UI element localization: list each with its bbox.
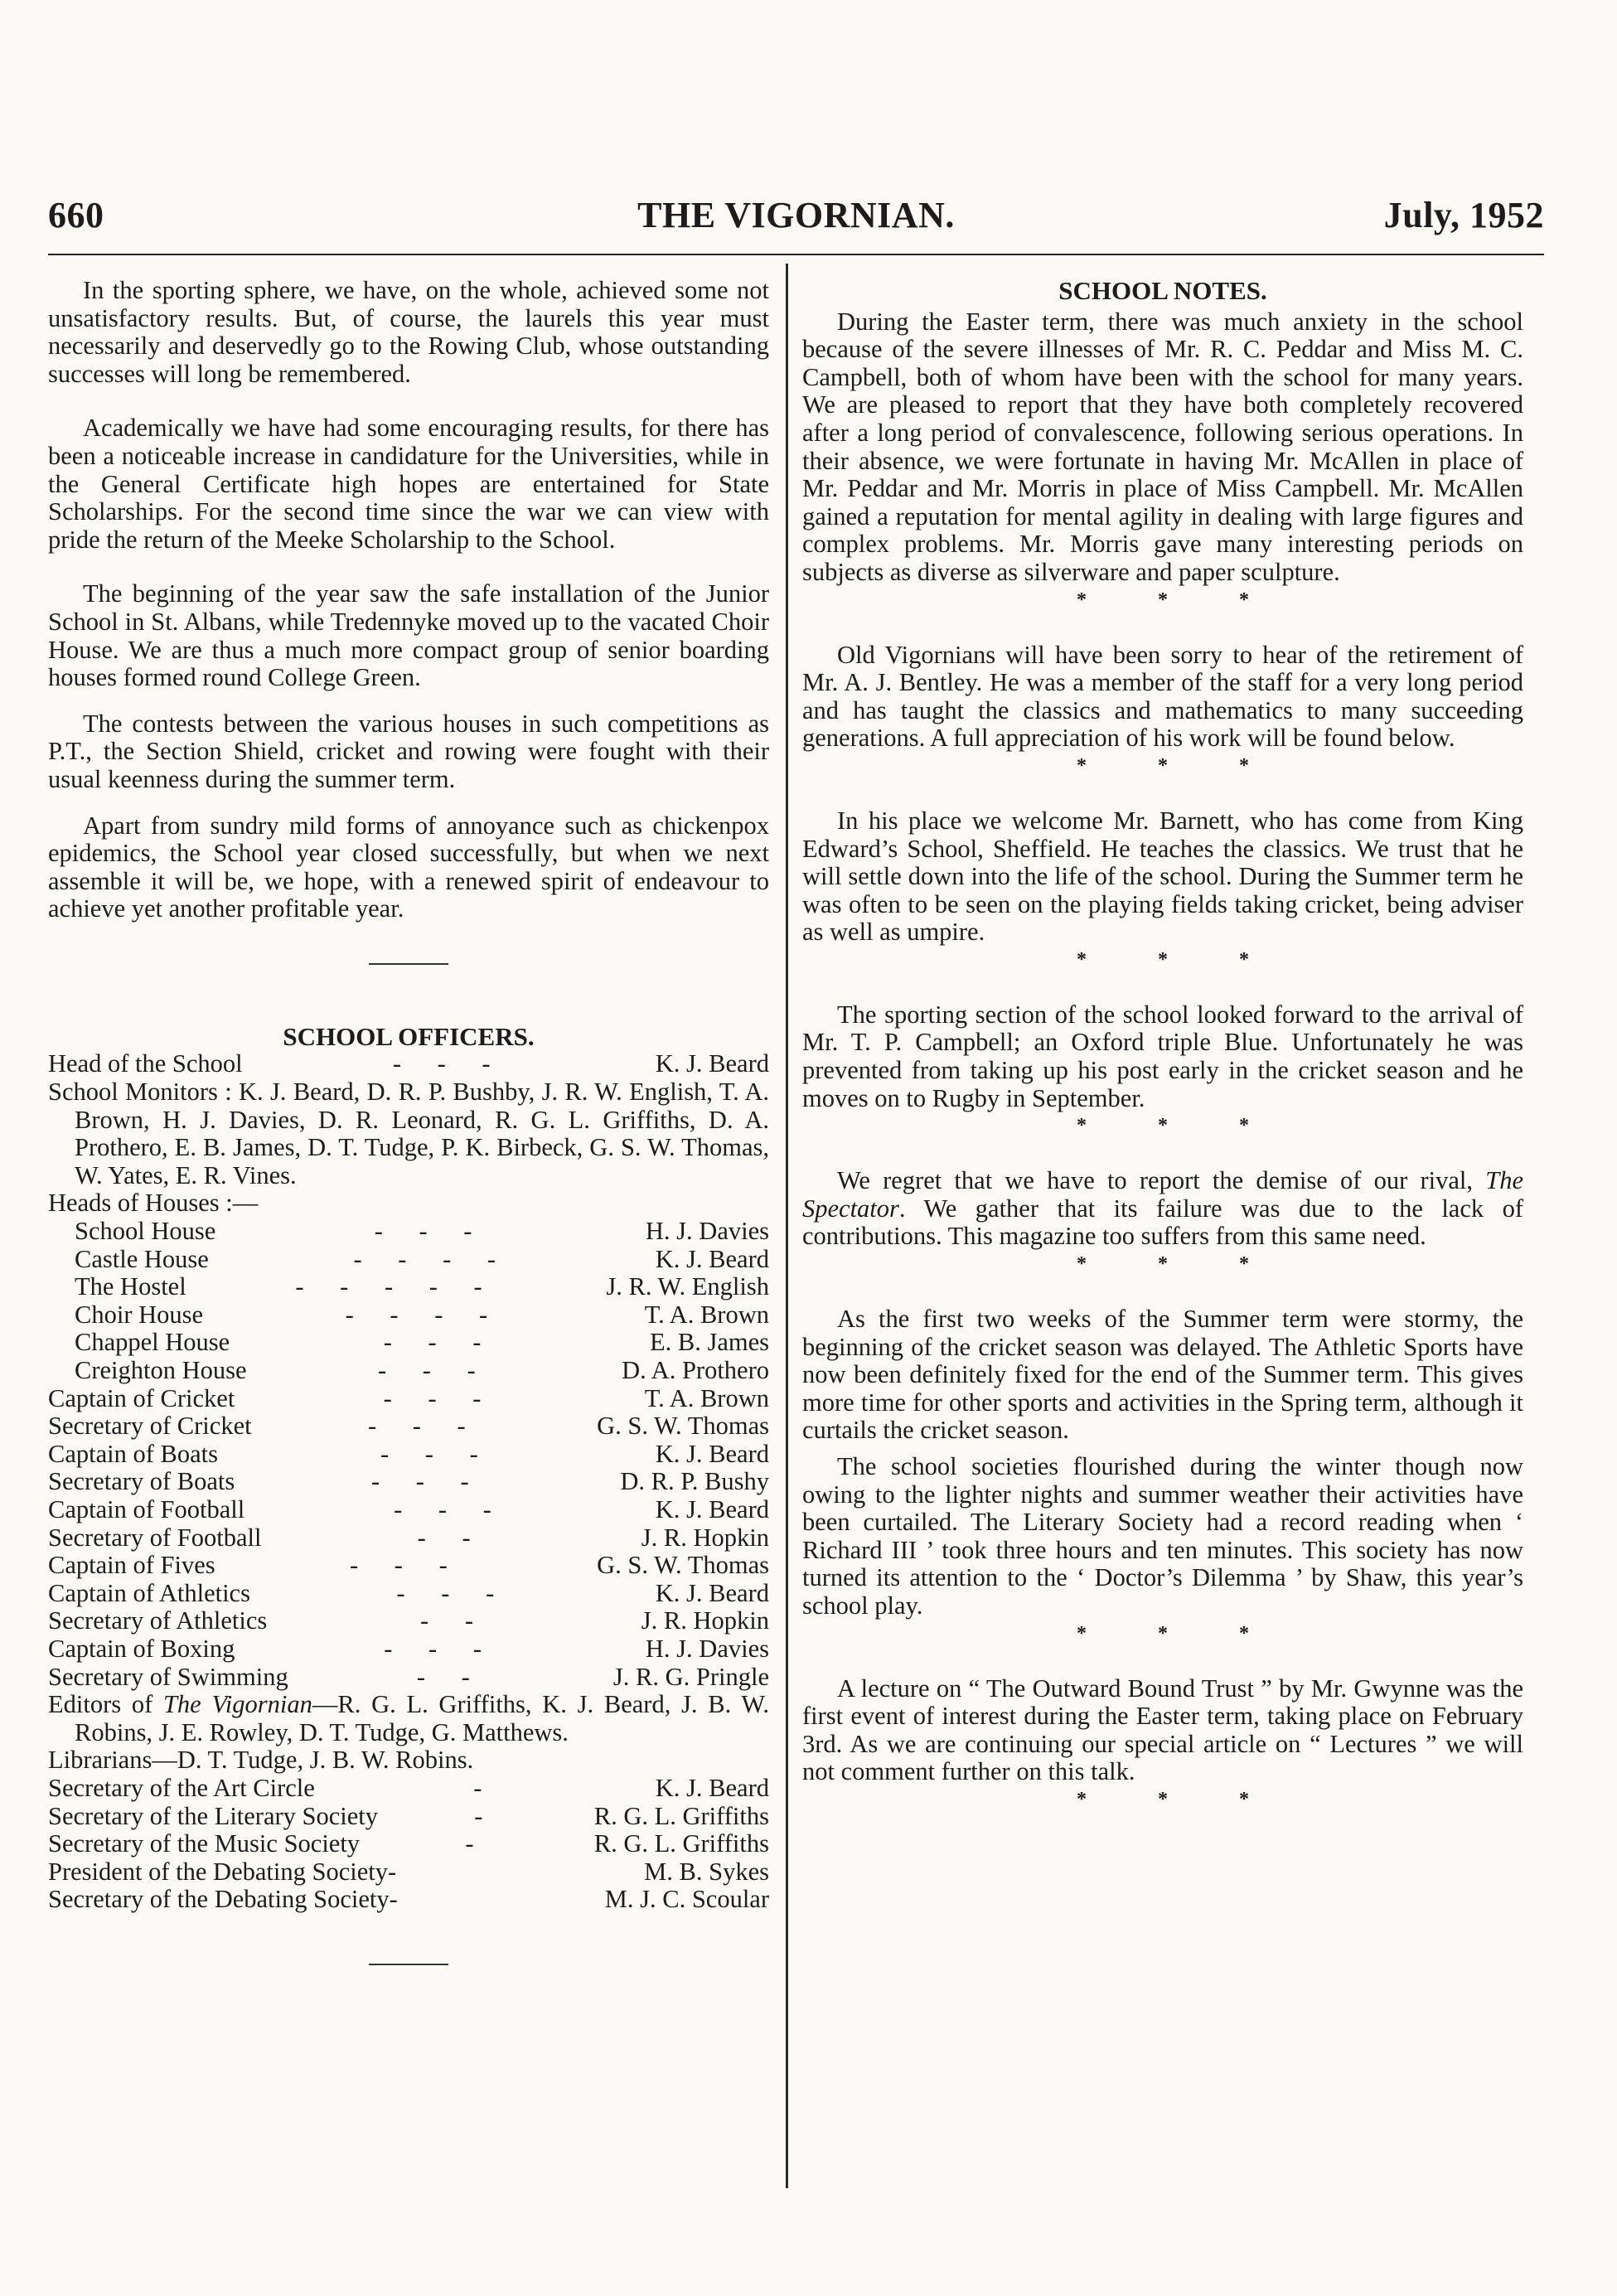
society-row <box>48 1858 769 1887</box>
leader-dashes: - - - <box>394 1494 506 1523</box>
paragraph-year-close: Apart from sundry mild forms of annoyance such as chickenpox epidemics, the School year closed successfully, but when we next assemble it will be, we hope, with a renewed spirit of endeavour to achieve yet another profitable year. <box>48 811 769 923</box>
issue-date: July, 1952 <box>1383 195 1544 235</box>
spectator-after: . We gather that its failure was due to the lack of contributions. This magazine too suffers from this same need. <box>802 1194 1523 1251</box>
section-stars: * * * <box>1077 1253 1282 1276</box>
housemaster-name: T. A. Brown <box>644 1300 769 1329</box>
officer-row <box>48 1607 769 1635</box>
officer-name: H. J. Davies <box>645 1634 769 1663</box>
page-number: 660 <box>48 195 104 235</box>
leader-dashes: - - - <box>350 1551 462 1580</box>
note-bentley-retirement: Old Vigornians will have been sorry to hear of the retirement of Mr. A. J. Bentley. He was a member of the staff for a very long period and has taught the classics and mathematics to many succeeding generations. A full appreciation of his work will be found below. <box>802 640 1523 753</box>
officer-role: Captain of Boxing <box>48 1634 235 1663</box>
officer-name: K. J. Beard <box>655 1049 769 1078</box>
house-name: Choir House <box>75 1300 204 1329</box>
house-name: Creighton House <box>75 1356 247 1384</box>
section-stars: * * * <box>1077 1788 1282 1810</box>
officer-role: Secretary of Boats <box>48 1467 235 1496</box>
editors <box>48 1691 769 1746</box>
officer-row <box>48 1580 769 1608</box>
housemaster-name: D. A. Prothero <box>622 1356 769 1384</box>
school-notes-heading: SCHOOL NOTES. <box>1058 276 1267 305</box>
publication-title: THE VIGORNIAN. <box>637 195 955 235</box>
school-officers-heading: SCHOOL OFFICERS. <box>283 1021 535 1051</box>
leader-dashes: - - - - - <box>295 1272 497 1301</box>
officer-row <box>48 1050 769 1078</box>
officer-row <box>48 1468 769 1496</box>
leader-dashes: - - <box>417 1523 486 1552</box>
society-row <box>48 1803 769 1831</box>
leader-dashes: - - - <box>377 1356 491 1384</box>
leader-dashes: - - - <box>383 1328 496 1357</box>
leader-dashes: - - - <box>380 1439 493 1468</box>
house-row <box>48 1246 769 1274</box>
leader-dashes: - - <box>416 1662 485 1691</box>
section-stars: * * * <box>1077 589 1282 611</box>
school-monitors: School Monitors : K. J. Beard, D. R. P. Bushby, J. R. W. English, T. A. Brown, H. J. Davies, D. R. Leonard, R. G. L. Griffiths, D. A. Prothero, E. B. James, D. T. Tudge, P. K. Birbeck, G. S. W. Thomas, W. Yates, E. R. Vines. <box>48 1078 769 1189</box>
officer-row <box>48 1552 769 1580</box>
leader-dashes: - <box>473 1773 497 1802</box>
officer-role: Captain of Football <box>48 1494 245 1523</box>
officer-name: K. J. Beard <box>655 1494 769 1523</box>
column-divider <box>786 264 788 2188</box>
housemaster-name: E. B. James <box>649 1328 769 1357</box>
left-column <box>48 277 769 1965</box>
paragraph-academic: Academically we have had some encouraging results, for there has been a noticeable increase in candidature for the Universities, while in the General Certificate high hopes are entertained for State Scholarships. For the second time since the war we can view with pride the return of the Meeke Scholarship to the School. <box>48 414 769 554</box>
house-name: Castle House <box>75 1244 209 1273</box>
note-spectator <box>802 1167 1523 1251</box>
page-header <box>48 194 1544 244</box>
paragraph-junior-school: The beginning of the year saw the safe installation of the Junior School in St. Albans, while Tredennyke moved up to the vacated Choir House. We are thus a much more compact group of senior boarding houses formed round College Green. <box>48 579 769 692</box>
spectator-title: The Spectator <box>802 1166 1523 1223</box>
note-societies: The school societies flourished during the winter though now owing to the lighter nights and summer weather their activities have been curtailed. The Literary Society had a record reading when ‘ Richard III ’ took three hours and ten minutes. This society has now turned its attention to the ‘ Doctor’s Dilemma ’ by Shaw, this year’s school play. <box>802 1452 1523 1620</box>
society-officer-name: K. J. Beard <box>655 1773 769 1802</box>
right-column <box>802 277 1523 1841</box>
officer-name: T. A. Brown <box>644 1383 769 1412</box>
magazine-title: The Vigornian <box>162 1690 312 1719</box>
spectator-before: We regret that we have to report the demise of our rival, <box>837 1166 1486 1195</box>
officer-role: Captain of Cricket <box>48 1383 235 1412</box>
house-row <box>48 1218 769 1246</box>
society-row <box>48 1775 769 1803</box>
leader-dashes <box>398 1886 605 1914</box>
housemaster-name: J. R. W. English <box>606 1272 769 1301</box>
officer-role: Captain of Athletics <box>48 1578 250 1607</box>
leader-dashes: - - - <box>370 1467 484 1496</box>
officer-name: J. R. Hopkin <box>641 1523 769 1552</box>
house-name: School House <box>75 1217 216 1246</box>
housemaster-name: K. J. Beard <box>655 1244 769 1273</box>
society-role: Secretary of the Literary Society <box>48 1801 379 1830</box>
society-officer-name: R. G. L. Griffiths <box>593 1829 769 1858</box>
heads-of-houses-label: Heads of Houses :— <box>48 1189 259 1218</box>
society-officer-name: R. G. L. Griffiths <box>593 1801 769 1830</box>
leader-dashes: - - - <box>384 1634 496 1663</box>
leader-dashes: - - - - <box>345 1300 503 1329</box>
housemaster-name: H. J. Davies <box>645 1217 769 1246</box>
officer-name: D. R. P. Bushy <box>620 1467 769 1496</box>
note-barnett: In his place we welcome Mr. Barnett, who has come from King Edward’s School, Sheffield. He teaches the classics. We trust that he will settle down into the life of the school. During the Summer term he was often to be seen on the playing fields taking cricket, being adviser as well as umpire. <box>802 806 1523 947</box>
house-name: Chappel House <box>75 1328 230 1357</box>
officer-row <box>48 1441 769 1469</box>
librarians: Librarians—D. T. Tudge, J. B. W. Robins. <box>48 1746 474 1775</box>
officer-name: J. R. G. Pringle <box>612 1662 769 1691</box>
house-name: The Hostel <box>75 1272 186 1301</box>
society-officer-name: M. J. C. Scoular <box>604 1885 769 1914</box>
officer-row <box>48 1412 769 1441</box>
society-role: Secretary of the Debating Society- <box>48 1885 398 1914</box>
officer-role: Secretary of Cricket <box>48 1412 252 1441</box>
leader-dashes <box>396 1858 644 1887</box>
officer-role: Captain of Boats <box>48 1439 218 1468</box>
officer-role: Secretary of Athletics <box>48 1606 268 1635</box>
leader-dashes: - - - - <box>353 1244 511 1273</box>
house-row <box>48 1273 769 1301</box>
section-rule <box>369 963 448 965</box>
house-row <box>48 1329 769 1357</box>
paragraph-house-contests: The contests between the various houses in such competitions as P.T., the Section Shield, cricket and rowing were fought with their usual keenness during the summer term. <box>48 709 769 793</box>
leader-dashes: - - - <box>374 1217 487 1246</box>
leader-dashes: - <box>465 1829 489 1858</box>
leader-dashes: - - - <box>396 1578 510 1607</box>
paragraph-sporting: In the sporting sphere, we have, on the whole, achieved some not unsatisfactory results. But, of course, the laurels this year must necessarily and deservedly go to the Rowing Club, whose outstanding successes will long be remembered. <box>48 276 769 388</box>
section-stars: * * * <box>1077 1622 1282 1644</box>
note-campbell: The sporting section of the school looked forward to the arrival of Mr. T. P. Campbell; an Oxford triple Blue. Unfortunately he was prevented from taking up his post early in the cricket season and he moves on to Rugby in September. <box>802 1000 1523 1112</box>
officer-row <box>48 1635 769 1664</box>
officer-name: G. S. W. Thomas <box>597 1412 769 1441</box>
officer-role: Captain of Fives <box>48 1551 215 1580</box>
section-stars: * * * <box>1077 1115 1282 1137</box>
officer-name: J. R. Hopkin <box>641 1606 769 1635</box>
society-row <box>48 1886 769 1914</box>
officer-role: Secretary of Football <box>48 1523 262 1552</box>
section-stars: * * * <box>1077 948 1282 971</box>
officer-name: K. J. Beard <box>655 1439 769 1468</box>
editors-prefix: Editors of <box>48 1690 163 1719</box>
house-row <box>48 1357 769 1385</box>
society-role: President of the Debating Society- <box>48 1857 397 1886</box>
note-cricket-season: As the first two weeks of the Summer term were stormy, the beginning of the cricket season was delayed. The Athletic Sports have now been definitely fixed for the end of the Summer term. This gives more time for other sports and activities in the Spring term, although it curtails the cricket season. <box>802 1305 1523 1445</box>
leader-dashes: - - - <box>383 1383 496 1412</box>
officer-role: Head of the School <box>48 1049 243 1078</box>
leader-dashes: - - <box>420 1606 488 1635</box>
editors-names: —R. G. L. Griffiths, K. J. Beard, J. B. W. Robins, J. E. Rowley, D. T. Tudge, G. Matthews. <box>75 1690 770 1746</box>
society-role: Secretary of the Art Circle <box>48 1773 315 1802</box>
leader-dashes: - - - <box>367 1412 481 1441</box>
note-lecture: A lecture on “ The Outward Bound Trust ” by Mr. Gwynne was the first event of interest during the Easter term, taking place on February 3rd. As we are continuing our special article on “ Lectures ” we will not comment further on this talk. <box>802 1674 1523 1786</box>
officer-row <box>48 1496 769 1524</box>
section-stars: * * * <box>1077 754 1282 777</box>
leader-dashes: - - - <box>392 1049 506 1078</box>
end-rule <box>369 1964 448 1965</box>
leader-dashes: - <box>474 1801 498 1830</box>
officer-role: Secretary of Swimming <box>48 1662 288 1691</box>
house-row <box>48 1301 769 1330</box>
officer-row <box>48 1385 769 1413</box>
society-role: Secretary of the Music Society <box>48 1829 361 1858</box>
officer-name: K. J. Beard <box>655 1578 769 1607</box>
society-row <box>48 1830 769 1858</box>
officer-row <box>48 1664 769 1692</box>
officer-row <box>48 1524 769 1552</box>
society-officer-name: M. B. Sykes <box>644 1857 769 1886</box>
note-illnesses: During the Easter term, there was much anxiety in the school because of the severe illnesses of Mr. R. C. Peddar and Miss M. C. Campbell, both of whom have been with the school for many years. We are pleased to report that they have both completely recovered after a long period of convalescence, following serious operations. In their absence, we were fortunate in having Mr. McAllen in place of Mr. Peddar and Mr. Morris in place of Miss Campbell. Mr. McAllen gained a reputation for mental agility in dealing with large figures and complex problems. Mr. Morris gave many interesting periods on subjects as diverse as silverware and paper sculpture. <box>802 307 1523 586</box>
officer-name: G. S. W. Thomas <box>597 1551 769 1580</box>
header-rule <box>48 254 1544 255</box>
